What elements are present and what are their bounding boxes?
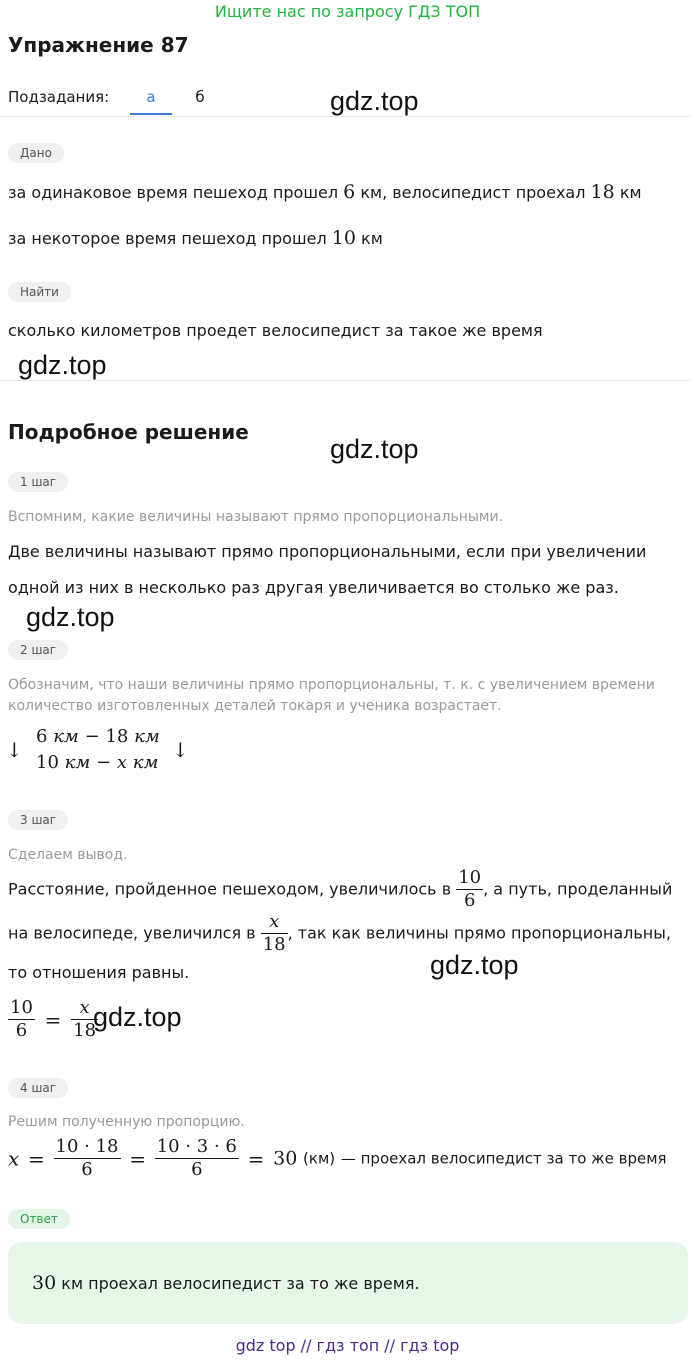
step-3-text-line-2: на велосипеде, увеличился в $\frac{x}{18}$ , так как величины прямо пропорциональны, [8, 911, 671, 955]
step-3-equation: $\frac{10}{6}$ = $\frac{x}{18}$ [10, 997, 97, 1041]
step-1-text-line-1: Две величины называют прямо пропорциональными, если при увеличении [8, 542, 647, 561]
divider [0, 380, 690, 381]
step-3-text-line-1: Расстояние, пройденное пешеходом, увеличилось в $\frac{10}{6}$ , а путь, проделанный [8, 867, 673, 911]
tab-subtask-a[interactable]: а [146, 88, 156, 106]
fraction: $\frac{10}{6}$ [10, 997, 33, 1041]
down-arrow-icon: ↓ [172, 738, 189, 762]
proportion-row-1: 6 км − 18 км [36, 726, 160, 747]
solution-title: Подробное решение [8, 420, 249, 444]
step-1-text-line-2: одной из них в несколько раз другая увеличивается во столько же раз. [8, 578, 619, 597]
watermark: gdz.top [18, 350, 107, 380]
given-badge: Дано [8, 143, 64, 163]
step-2-hint-line-1: Обозначим, что наши величины прямо пропорциональны, т. к. с увеличением времени [8, 677, 655, 693]
fraction: $\frac{10 \cdot 18}{6}$ [55, 1136, 119, 1180]
watermark: gdz.top [26, 602, 115, 632]
step-3-badge: 3 шаг [8, 810, 68, 830]
step-1-badge: 1 шаг [8, 472, 68, 492]
given-line-2: за некоторое время пешеход прошел 10 км [8, 227, 383, 249]
watermark: gdz.top [93, 1002, 182, 1032]
step-4-badge: 4 шаг [8, 1078, 68, 1098]
find-badge: Найти [8, 282, 71, 302]
find-text: сколько километров проедет велосипедист за такое же время [8, 321, 543, 340]
answer-text: 30 км проехал велосипедист за то же время. [32, 1272, 420, 1294]
fraction: $\frac{10 \cdot 3 \cdot 6}{6}$ [156, 1136, 237, 1180]
given-line-1: за одинаковое время пешеход прошел 6 км, велосипедист проехал 18 км [8, 181, 642, 203]
watermark: gdz.top [330, 434, 419, 464]
tab-subtask-b[interactable]: б [195, 88, 205, 106]
proportion-table [36, 724, 160, 776]
step-2-hint-line-2: количество изготовленных деталей токаря и ученика возрастает. [8, 698, 502, 714]
watermark: gdz.top [330, 86, 419, 116]
search-banner: Ищите нас по запросу ГДЗ ТОП [214, 2, 481, 21]
step-4-hint: Решим полученную пропорцию. [8, 1114, 245, 1130]
footer-links[interactable]: gdz top // гдз топ // гдз top [235, 1336, 460, 1355]
answer-badge: Ответ [8, 1209, 70, 1229]
proportion-row-2: 10 км − x км [36, 752, 159, 773]
step-2-badge: 2 шаг [8, 640, 68, 660]
fraction: $\frac{x}{18}$ [262, 911, 286, 955]
down-arrow-icon: ↓ [6, 738, 23, 762]
fraction: $\frac{x}{18}$ [73, 997, 97, 1041]
step-3-text-line-3: то отношения равны. [8, 963, 190, 982]
fraction: $\frac{10}{6}$ [458, 867, 482, 911]
step-3-hint: Сделаем вывод. [8, 847, 128, 863]
step-4-equation: x = $\frac{10 \cdot 18}{6}$ = $\frac{10 \cdot 3 \cdot 6}{6}$ = 30 (км) — проехал велосипедист за то же время [8, 1136, 667, 1180]
active-tab-indicator [130, 113, 172, 115]
subtasks-label: Подзадания: [8, 88, 110, 106]
page-title: Упражнение 87 [8, 33, 189, 57]
step-1-hint: Вспомним, какие величины называют прямо пропорциональными. [8, 509, 504, 525]
watermark: gdz.top [430, 950, 519, 980]
